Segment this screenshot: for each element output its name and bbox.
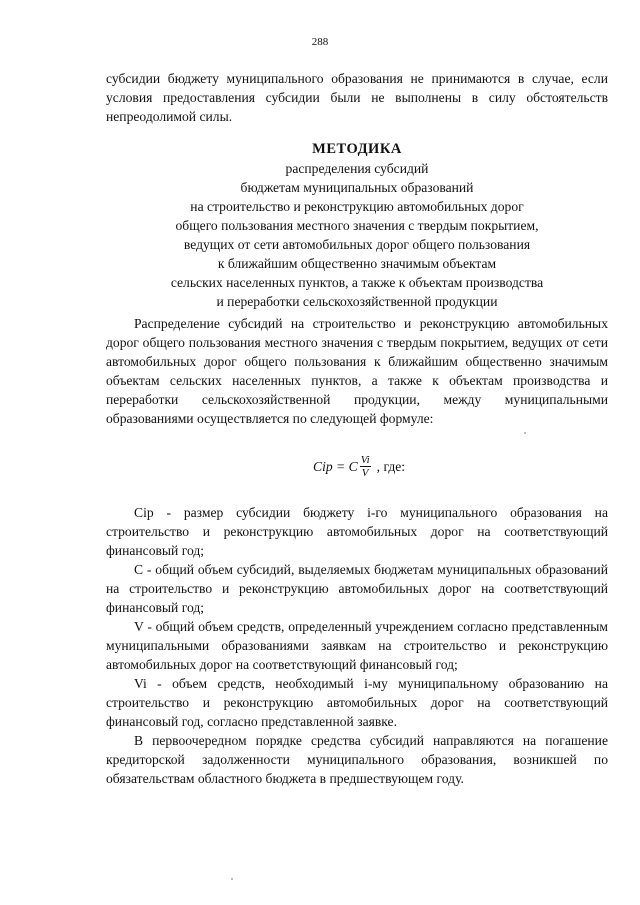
distribution-paragraph: Распределение субсидий на строительство и реконструкцию автомобильных дорог общего пользования местного значения с твердым покрытием, ведущих от сети автомобильных дорог общего пользования к ближайшим общественно значимым объектам сельских населенных пунктов, а также к объектам производства и переработки сельскохозяйственной продукции, между муниципальными образованиями осуществляется по следующей формуле:	[106, 316, 608, 426]
definitions-list	[106, 503, 608, 788]
subtitle-line: к ближайшим общественно значимым объектам	[217, 256, 497, 271]
methodology-heading	[106, 140, 608, 311]
formula-numerator: Vi	[360, 454, 370, 466]
definition-vi: Vi - объем средств, необходимый i-му муниципальному образованию на строительство и реконструкцию автомобильных дорог на соответствующий финансовый год, согласно представленной заявке.	[106, 676, 608, 729]
subtitle-line: бюджетам муниципальных образований	[240, 180, 474, 195]
definition-v: V - общий объем средств, определенный учреждением согласно представленным муниципальными образованиями заявкам на строительство и реконструкцию автомобильных дорог на соответствующий финансовый год;	[106, 619, 608, 672]
subtitle-line: сельских населенных пунктов, а также к объектам производства	[170, 275, 544, 290]
definition-c: С - общий объем субсидий, выделяемых бюджетам муниципальных образований на строительство и реконструкцию автомобильных дорог на соответствующий финансовый год;	[106, 562, 608, 615]
definition-cip: Сip - размер субсидии бюджету i-го муниципального образования на строительство и реконструкцию автомобильных дорог на соответствующий финансовый год;	[106, 505, 608, 558]
subtitle-line: распределения субсидий	[285, 161, 429, 176]
scan-speck	[524, 432, 526, 434]
formula-suffix: , где:	[376, 458, 406, 474]
formula-fraction	[360, 454, 371, 479]
subsidy-formula	[313, 454, 405, 479]
intro-paragraph: субсидии бюджету муниципального образования не принимаются в случае, если условия предоставления субсидии были не выполнены в силу обстоятельств непреодолимой силы.	[106, 71, 608, 124]
subtitle-line: ведущих от сети автомобильных дорог общего пользования	[183, 237, 531, 252]
subtitle-line: общего пользования местного значения с твердым покрытием,	[175, 218, 539, 233]
subtitle-line: на строительство и реконструкцию автомобильных дорог	[190, 199, 524, 214]
subtitle-line: и переработки сельскохозяйственной продукции	[216, 294, 498, 309]
scan-speck	[231, 878, 233, 880]
priority-paragraph: В первоочередном порядке средства субсидий направляются на погашение кредиторской задолженности муниципального образования, возникшей по обязательствам областного бюджета в предшествующем году.	[106, 733, 608, 786]
page-number: 288	[311, 36, 329, 48]
formula-denominator: V	[361, 467, 369, 479]
formula-lhs: Сip = С	[313, 458, 358, 474]
document-title: МЕТОДИКА	[312, 141, 402, 157]
